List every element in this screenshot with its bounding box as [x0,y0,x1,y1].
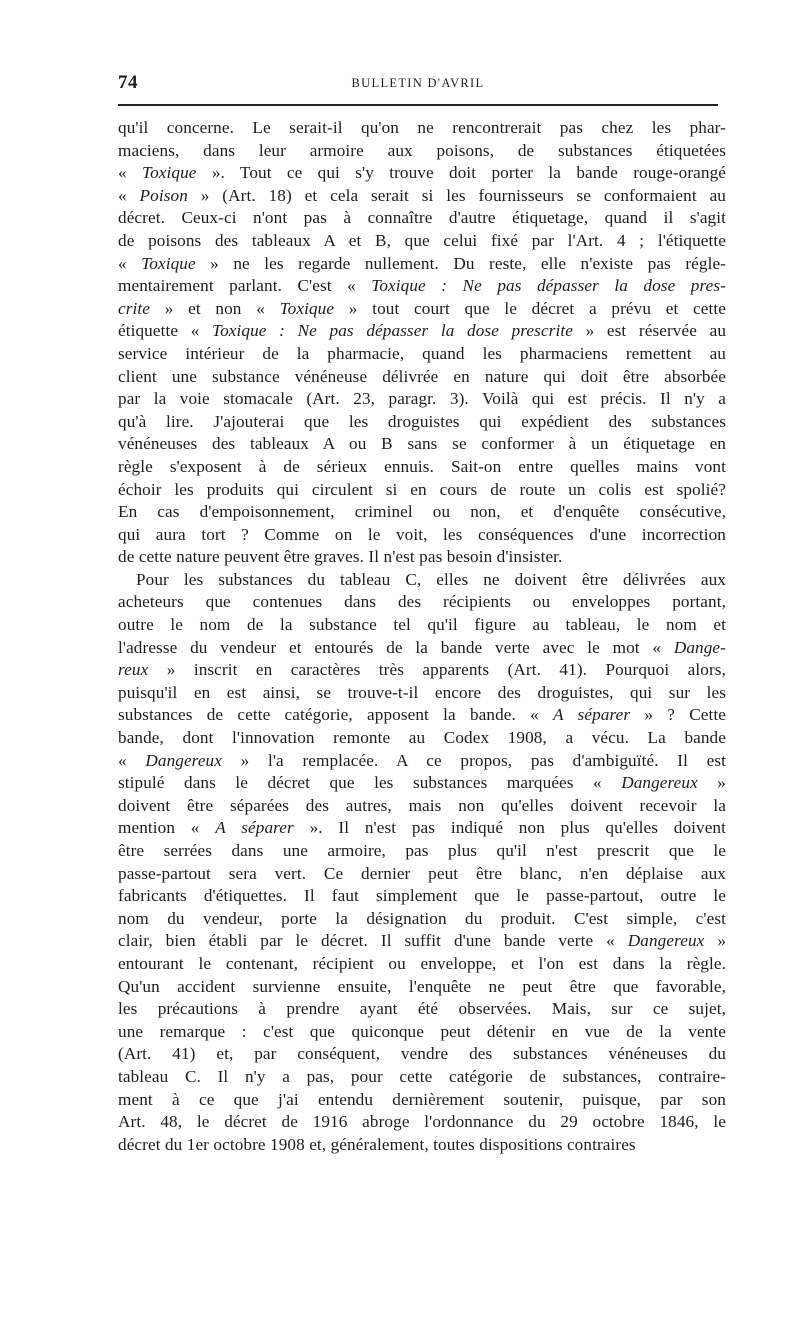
text-run: » (Art. 18) et cela serait si les fournisseurs se conformaient au [187,185,726,205]
text-run: ment à ce que j'ai entendu dernièrement soutenir, puisque, par son [118,1089,726,1109]
text-run: « [118,185,140,205]
italic-run: Dange- [673,637,726,657]
text-run: nom du vendeur, porte la désignation du produit. C'est simple, c'est [118,908,726,928]
text-line [118,1111,726,1134]
text-run: bande, dont l'innovation remonte au Codex 1908, a vécu. La bande [118,728,726,748]
text-run: » inscrit en caractères très apparents (Art. 41). Pourquoi alors, [148,660,726,680]
text-line [118,817,726,840]
text-line [118,569,726,592]
text-line [118,388,726,411]
text-line [118,411,726,434]
text-run: » [704,931,727,951]
text-line [118,230,726,253]
text-run: qu'il concerne. Le serait-il qu'on ne rencontrerait pas chez les phar- [118,118,726,137]
text-line [118,591,726,614]
text-line [118,1021,726,1044]
text-run: clair, bien établi par le décret. Il suffit d'une bande verte « [118,931,628,951]
italic-run: Toxique [279,298,335,318]
text-run: être serrées dans une armoire, pas plus qu'il n'est prescrit que le [118,841,726,860]
text-run: ». Il n'est pas indiqué non plus qu'elles doivent [293,818,726,838]
italic-run: Dangereux [621,773,698,793]
text-run: ». Tout ce qui s'y trouve doit porter la bande rouge-orangé [196,163,727,183]
text-line [118,908,726,931]
italic-run: reux [118,660,149,680]
italic-run: A séparer [553,705,631,725]
text-run: » est réservée au [572,321,727,341]
italic-run: Dangereux [145,750,222,770]
text-line [118,885,726,908]
text-run: qu'à lire. J'ajouterai que les droguistes qui expédient des substances [118,411,726,431]
text-line [118,863,726,886]
italic-run: crite [118,298,150,318]
text-run: échoir les produits qui circulent si en cours de route un colis est spolié? [118,479,726,499]
italic-run: A séparer [215,818,294,838]
text-run: (Art. 41) et, par conséquent, vendre des substances vénéneuses du [118,1044,726,1064]
text-line [118,207,726,230]
text-line [118,614,726,637]
italic-run: Toxique : Ne pas dépasser la dose prescrite [212,321,573,341]
text-run: décret. Ceux-ci n'ont pas à connaître d'autre étiquetage, quand il s'agit [118,208,726,228]
text-run: » ne les regarde nullement. Du reste, elle n'existe pas régle- [195,253,726,273]
page-header [118,72,718,96]
text-line [118,840,726,863]
italic-run: Poison [139,185,188,205]
text-run: » l'a remplacée. A ce propos, pas d'ambiguïté. Il est [221,750,726,770]
text-run: maciens, dans leur armoire aux poisons, de substances étiquetées [118,140,726,160]
text-line [118,343,726,366]
text-run: mention « [118,818,216,838]
text-line [118,185,726,208]
paragraph [118,117,726,569]
text-run: « [118,253,142,273]
text-line [118,772,726,795]
text-run: stipulé dans le décret que les substances marquées « [118,773,622,793]
paragraph [118,569,726,1156]
text-line [118,1043,726,1066]
text-line [118,253,726,276]
text-run: passe-partout sera vert. Ce dernier peut être blanc, n'en déplaise aux [118,863,726,883]
header-rule [118,104,718,106]
text-run: règle s'exposent à de sérieux ennuis. Sait-on entre quelles mains vont [118,456,726,476]
text-line [118,456,726,479]
text-line [118,1134,726,1157]
text-run: Art. 48, le décret de 1916 abroge l'ordonnance du 29 octobre 1846, le [118,1112,726,1132]
body-text [118,117,726,1156]
text-run: « [118,163,143,183]
text-line [118,275,726,298]
italic-run: Toxique [142,163,197,183]
text-run: tableau C. Il n'y a pas, pour cette catégorie de substances, contraire- [118,1066,726,1086]
text-line [118,953,726,976]
text-run: « [118,750,146,770]
text-line [118,1089,726,1112]
text-line [118,546,726,569]
text-run: doivent être séparées des autres, mais non qu'elles doivent recevoir la [118,795,726,815]
text-run: vénéneuses des tableaux A ou B sans se conformer à un étiquetage en [118,434,726,454]
text-line [118,930,726,953]
text-line [118,366,726,389]
text-line [118,795,726,818]
text-run: mentairement parlant. C'est « [118,276,372,296]
italic-run: Dangereux [627,931,705,951]
text-line [118,524,726,547]
italic-run: Toxique : Ne pas dépasser la dose pres- [371,276,726,296]
italic-run: Toxique [141,253,196,273]
text-line [118,320,726,343]
text-run: Qu'un accident survienne ensuite, l'enquête ne peut être que favorable, [118,976,726,996]
text-line [118,1066,726,1089]
text-line [118,659,726,682]
text-line [118,704,726,727]
text-run: entourant le contenant, récipient ou enveloppe, et l'on est dans la règle. [118,953,726,973]
text-run: fabricants d'étiquettes. Il faut simplement que le passe-partout, outre le [118,886,726,906]
text-run: » et non « [150,298,280,318]
text-line [118,976,726,999]
text-line [118,479,726,502]
running-title: BULLETIN D'AVRIL [351,76,485,90]
page-number: 74 [118,72,138,93]
text-run: client une substance vénéneuse délivrée en nature qui doit être absorbée [118,366,726,386]
text-line [118,433,726,456]
text-run: Pour les substances du tableau C, elles ne doivent être délivrées aux [136,569,726,589]
text-run: l'adresse du vendeur et entourés de la bande verte avec le mot « [118,637,674,657]
text-line [118,117,726,140]
text-line [118,140,726,163]
text-line [118,298,726,321]
text-run: » ? Cette [630,705,726,725]
text-run: » tout court que le décret a prévu et cette [334,298,726,318]
text-run: acheteurs que contenues dans des récipients ou enveloppes portant, [118,592,726,612]
text-run: En cas d'empoisonnement, criminel ou non, et d'enquête consécutive, [118,502,726,522]
text-run: décret du 1er octobre 1908 et, généralement, toutes dispositions contraires [118,1134,636,1154]
text-run: outre le nom de la substance tel qu'il figure au tableau, le nom et [118,615,726,635]
text-line [118,727,726,750]
text-line [118,637,726,660]
text-run: de poisons des tableaux A et B, que celui fixé par l'Art. 4 ; l'étiquette [118,230,726,250]
text-run: puisqu'il en est ainsi, se trouve-t-il encore des droguistes, qui sur les [118,682,726,702]
text-run: de cette nature peuvent être graves. Il n'est pas besoin d'insister. [118,547,563,567]
text-run: une remarque : c'est que quiconque peut détenir en vue de la vente [118,1021,726,1041]
text-run: étiquette « [118,321,213,341]
text-run: par la voie stomacale (Art. 23, paragr. 3). Voilà qui est précis. Il n'y a [118,389,726,409]
text-line [118,750,726,773]
text-line [118,501,726,524]
text-line [118,998,726,1021]
text-run: les précautions à prendre ayant été observées. Mais, sur ce sujet, [118,999,726,1019]
text-line [118,682,726,705]
text-run: qui aura tort ? Comme on le voit, les conséquences d'une incorrection [118,524,726,544]
text-run: service intérieur de la pharmacie, quand les pharmaciens remettent au [118,343,726,363]
text-line [118,162,726,185]
text-run: substances de cette catégorie, apposent la bande. « [118,705,554,725]
text-run: » [697,773,726,793]
